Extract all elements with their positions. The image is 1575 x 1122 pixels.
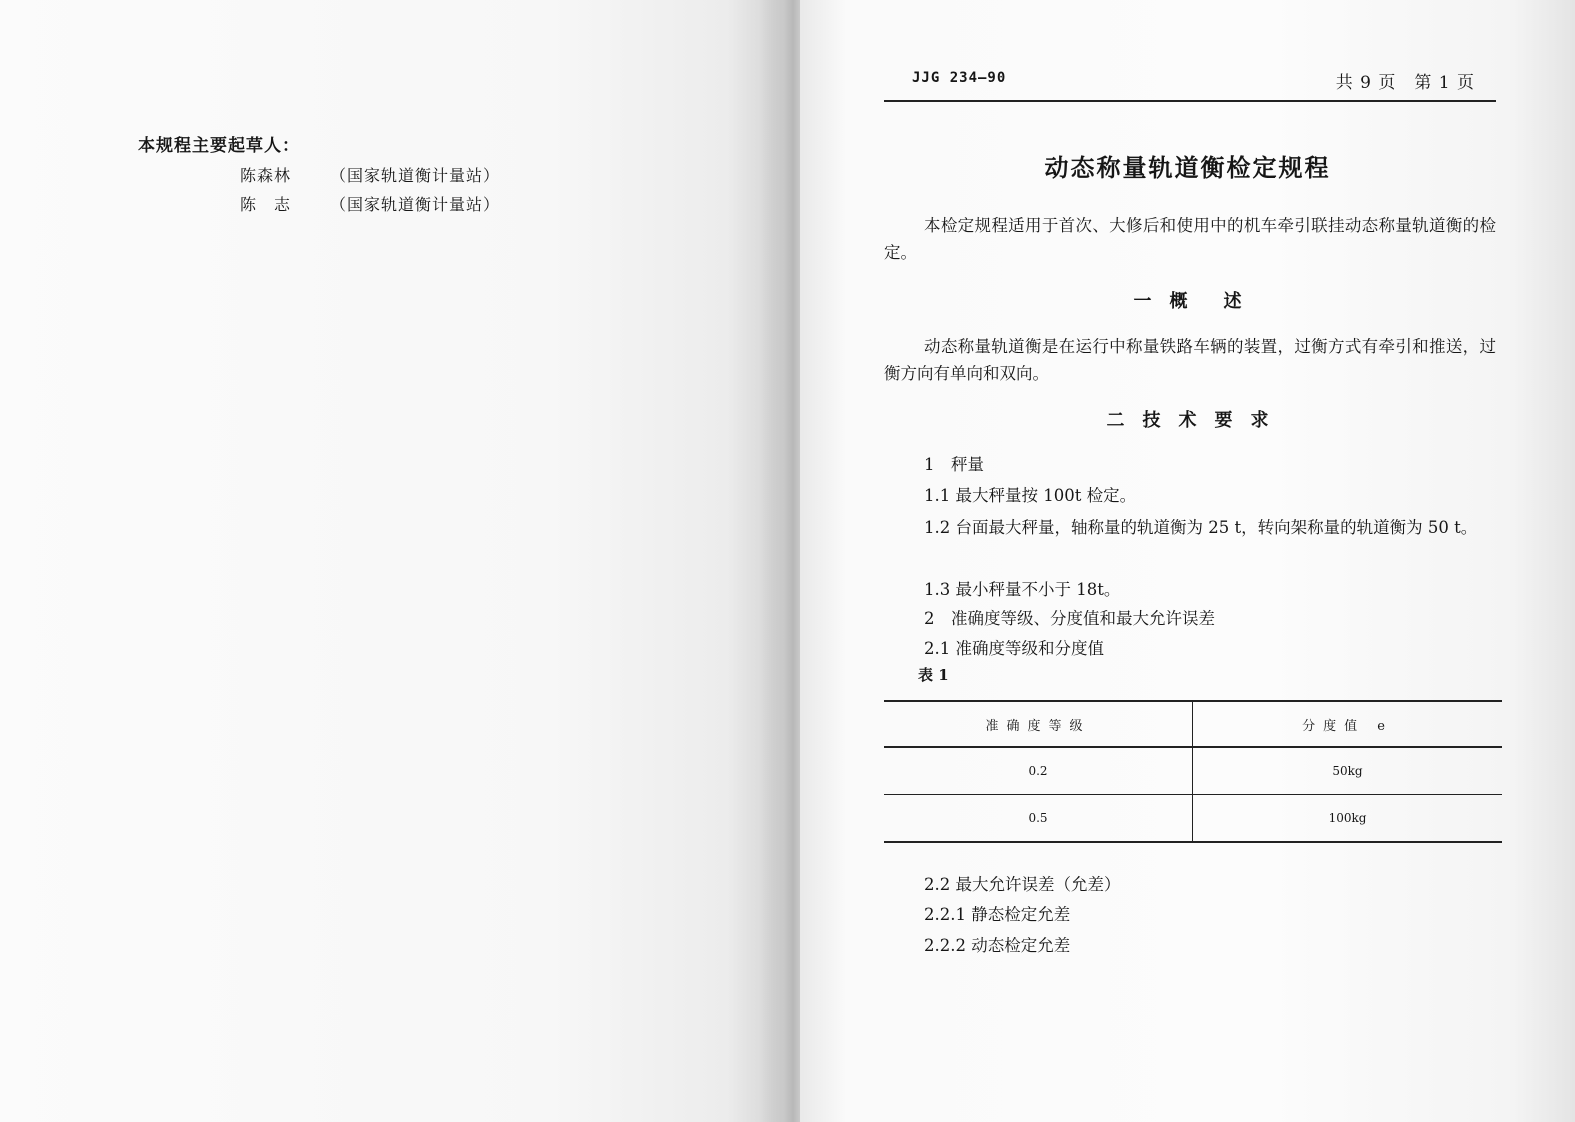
table-row — [884, 747, 1502, 795]
intro-paragraph: 本检定规程适用于首次、大修后和使用中的机车牵引联挂动态称量轨道衡的检定。 — [884, 216, 1496, 262]
table-caption: 表 1 — [918, 666, 949, 684]
table-row — [884, 795, 1502, 843]
drafters-title: 本规程主要起草人： — [138, 136, 300, 156]
drafter-org: （国家轨道衡计量站） — [330, 166, 501, 185]
clause-1-1: 1.1 最大秤量按 100t 检定。 — [924, 486, 1137, 505]
page-indicator: 共 9 页 第 1 页 — [1335, 73, 1475, 93]
header-rule — [884, 100, 1496, 102]
drafter-name: 陈森林 — [240, 166, 292, 185]
clause-2: 2 准确度等级、分度值和最大允许误差 — [924, 609, 1215, 628]
column-header-accuracy-class: 准确度等级 — [884, 701, 1193, 747]
accuracy-table — [884, 700, 1502, 843]
drafter-2 — [240, 192, 501, 215]
table-header-row — [884, 701, 1502, 747]
clause-1-3: 1.3 最小秤量不小于 18t。 — [924, 580, 1121, 599]
overview-paragraph: 动态称量轨道衡是在运行中称量铁路车辆的装置，过衡方式有牵引和推送，过衡方向有单向和双向。 — [884, 337, 1496, 383]
clause-2-2-2: 2.2.2 动态检定允差 — [924, 936, 1071, 955]
column-header-scale-interval: 分度值 e — [1193, 701, 1503, 747]
table-cell: 0.5 — [884, 795, 1193, 843]
section-heading-overview: 一 概 述 — [1133, 291, 1242, 312]
table-cell: 50kg — [1193, 747, 1503, 795]
clause-2-2-1: 2.2.1 静态检定允差 — [924, 905, 1071, 924]
clause-1: 1 秤量 — [924, 455, 984, 474]
drafter-org: （国家轨道衡计量站） — [330, 195, 501, 214]
right-page — [800, 0, 1575, 1122]
drafter-1 — [240, 163, 501, 186]
section-heading-requirements: 二 技 术 要 求 — [1106, 410, 1269, 431]
table-cell: 0.2 — [884, 747, 1193, 795]
clause-1-2: 1.2 台面最大秤量，轴称量的轨道衡为 25 t，转向架称量的轨道衡为 50 t。 — [924, 518, 1478, 537]
clause-2-2: 2.2 最大允许误差（允差） — [924, 875, 1121, 894]
clause-2-1: 2.1 准确度等级和分度值 — [924, 639, 1104, 658]
table-cell: 100kg — [1193, 795, 1503, 843]
drafter-name: 陈 志 — [240, 195, 292, 214]
document-title: 动态称量轨道衡检定规程 — [1044, 153, 1331, 182]
standard-code: JJG 234—90 — [912, 70, 1007, 86]
